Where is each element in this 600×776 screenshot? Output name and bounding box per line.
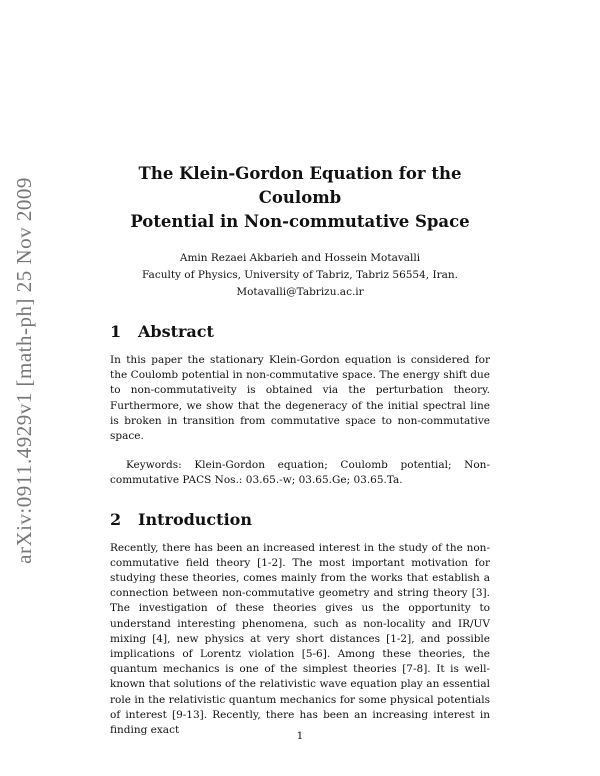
section-number: 1 (110, 322, 122, 341)
paper-page (110, 162, 490, 742)
section-number: 2 (110, 509, 122, 529)
page-number: 1 (296, 730, 304, 742)
introduction-paragraph: Recently, there has been an increased interest in the study of the non-commutative field theory [1-2]. The most important motivation for studying these theories, comes mainly from the works that establish a connection between non-commutative geometry and string theory [3]. The investigation of these theories gives us the opportunity to understand interesting phenomena, such as non-locality and IR/UV mixing [4], new physics at very short distances [1-2], and possible implications of Lorentz violation [5-6]. Among these theories, the quantum mechanics is one of the simplest theories [7-8]. It is well-known that solutions of the relativistic wave equation play an essential role in the relativistic quantum mechanics for some physical potentials of interest [9-13]. Recently, there has been an increasing interest in finding exact (110, 541, 490, 737)
paper-title (110, 162, 490, 234)
abstract-paragraph: In this paper the stationary Klein-Gordon equation is considered for the Coulomb potential in non-commutative space. The energy shift due to non-commutativeity is obtained via the perturbation theory. Furthermore, we show that the degeneracy of the initial spectral line is broken in transition from commutative space to non-commutative space. (110, 354, 490, 443)
authors: Amin Rezaei Akbarieh and Hossein Motavalli (179, 252, 421, 264)
section-title: Introduction (138, 509, 252, 529)
title-line-1: The Klein-Gordon Equation for the Coulomb (138, 164, 462, 207)
section-heading-abstract (110, 321, 490, 343)
arxiv-identifier (4, 176, 44, 564)
arxiv-identifier-text: arXiv:0911.4929v1 [math-ph] 25 Nov 2009 (11, 176, 36, 564)
title-line-2: Potential in Non-commutative Space (130, 212, 470, 231)
section-title: Abstract (138, 322, 214, 341)
keywords-paragraph: Keywords: Klein-Gordon equation; Coulomb potential; Non-commutative PACS Nos.: 03.65.-w; 03.65.Ge; 03.65.Ta. (110, 459, 490, 487)
affiliation: Faculty of Physics, University of Tabriz, Tabriz 56554, Iran. (141, 269, 458, 281)
email: Motavalli@Tabrizu.ac.ir (236, 286, 364, 298)
section-heading-introduction (110, 509, 490, 531)
